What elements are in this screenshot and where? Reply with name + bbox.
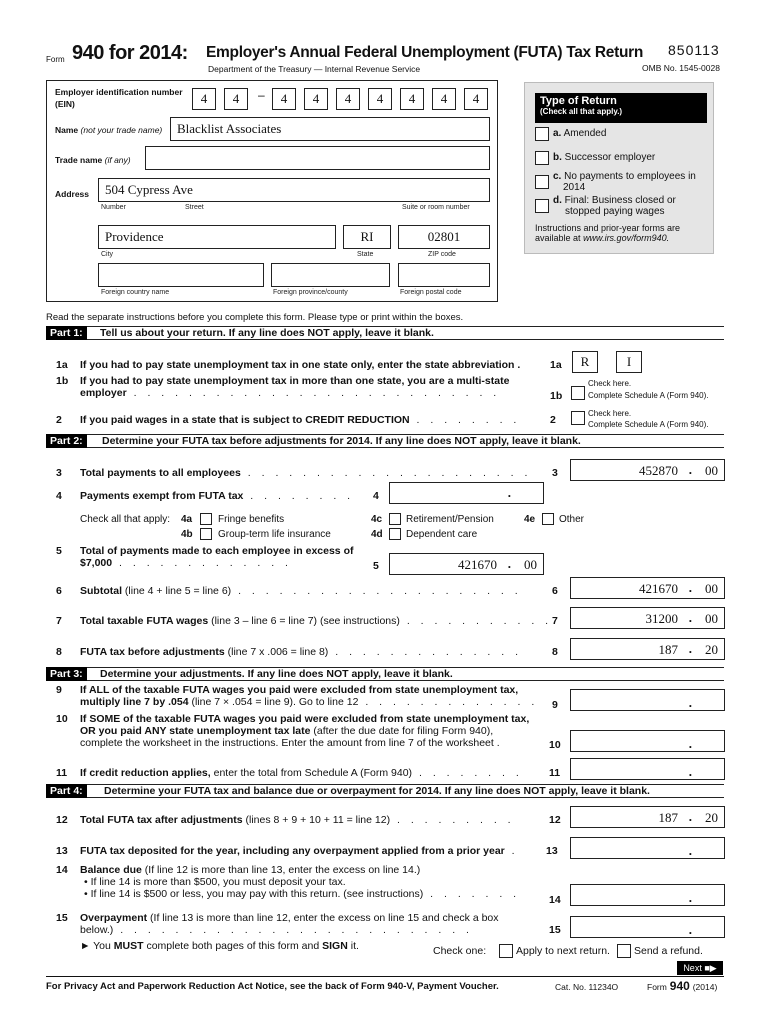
instr-available: available at [535, 233, 581, 243]
address-label: Address [55, 189, 90, 199]
part3-tag: Part 3: [46, 667, 87, 681]
zip-field[interactable]: 02801 [398, 225, 490, 249]
footer-form-word: Form [647, 982, 667, 992]
line-9-amount[interactable]: . [570, 689, 725, 711]
name-label [55, 125, 162, 135]
line-15-ref: 15 [549, 924, 561, 936]
line-8-num: 8 [56, 646, 62, 658]
line-2-text-main: If you paid wages in a state that is subject to CREDIT REDUCTION [80, 414, 410, 426]
line-3-num: 3 [56, 467, 62, 479]
d-text-2: stopped paying wages [565, 206, 665, 217]
line-14-bullet-1: • If line 14 is more than $500, you must deposit your tax. [84, 876, 346, 888]
b-text: Successor employer [564, 152, 656, 163]
line-8-text: FUTA tax before adjustments (line 7 x .006 = line 8) . . . . . . . . . . . . . . [80, 646, 522, 658]
no-payments-line1 [553, 171, 696, 182]
foreign-country-field[interactable] [98, 263, 264, 287]
line-5-text [80, 545, 353, 569]
city-field[interactable]: Providence [98, 225, 336, 249]
line-4b-checkbox[interactable] [200, 528, 212, 540]
ein-dash: – [258, 88, 265, 102]
d-text-1: Final: Business closed or [564, 195, 676, 206]
no-payments-label [553, 171, 696, 193]
line-1a-ref: 1a [550, 359, 562, 371]
line-7-dollars: 31200 [645, 611, 678, 626]
check-one-label: Check one: [433, 945, 487, 957]
part3-title: Determine your adjustments. If any line does NOT apply, leave it blank. [100, 668, 453, 680]
must-sign: SIGN [322, 940, 348, 952]
line-5-text-1: Total of payments made to each employee in excess of [80, 545, 354, 557]
d-letter: d. [553, 195, 562, 206]
line-1b-text [80, 375, 509, 399]
line-9-num: 9 [56, 684, 62, 696]
line-10-text-3: complete the worksheet in the instructions. Enter the amount from line 7 of the worksheet . [80, 737, 500, 749]
line-2-note: Complete Schedule A (Form 940). [588, 420, 709, 429]
form-word: Form [46, 55, 65, 64]
part2-title: Determine your FUTA tax before adjustments for 2014. If any line does NOT apply, leave it blank. [102, 435, 581, 447]
type-of-return-header [535, 93, 707, 123]
sub-foreign-country: Foreign country name [101, 289, 170, 296]
line-2-text: If you paid wages in a state that is subject to CREDIT REDUCTION . . . . . . . . [80, 414, 521, 426]
foreign-postal-field[interactable] [398, 263, 490, 287]
must-complete-note [80, 940, 359, 952]
line-7-bold: Total taxable FUTA wages [80, 615, 209, 627]
ein-label-line2: (EIN) [55, 99, 75, 109]
line-5-ref: 5 [373, 560, 379, 572]
line-1b-text-2: employer . . . . . . . . . . . . . . . . . . . . . . . . . . . [80, 387, 501, 399]
line-12-cents: 20 [705, 810, 718, 825]
line-8-amount[interactable]: 187 . 20 [570, 638, 725, 660]
line-4e-text: Other [559, 514, 585, 525]
privacy-notice: For Privacy Act and Paperwork Reduction Act Notice, see the back of Form 940-V, Payment Voucher. [46, 981, 499, 992]
amended-checkbox[interactable] [535, 127, 549, 141]
line-4a-text: Fringe benefits [218, 514, 285, 525]
line-1b-check-here: Check here. [588, 379, 632, 388]
line-4-ref: 4 [373, 490, 379, 502]
line-8-cents: 20 [705, 642, 718, 657]
line-4b-text: Group-term life insurance [218, 529, 331, 540]
line-13-amount[interactable]: . [570, 837, 725, 859]
ein-label-line1: Employer identification number [55, 87, 183, 97]
ein-digit-9[interactable]: 4 [464, 88, 488, 110]
apply-next-return-checkbox[interactable] [499, 944, 513, 958]
line-1b-employer: employer [80, 387, 127, 399]
line-7-amount[interactable]: 31200 . 00 [570, 607, 725, 629]
line-2-ref: 2 [550, 414, 556, 426]
line-10-text [80, 713, 529, 749]
part1-title: Tell us about your return. If any line does NOT apply, leave it blank. [100, 327, 434, 339]
line-1a-state-2[interactable]: I [616, 351, 642, 373]
line-10-ref: 10 [549, 739, 561, 751]
ein-digit-4[interactable]: 4 [304, 88, 328, 110]
line-9-bold: multiply line 7 by .054 [80, 696, 189, 708]
ein-label [55, 86, 183, 110]
line-8-bold: FUTA tax before adjustments [80, 646, 225, 658]
footer-rule [46, 976, 724, 977]
line-15-cont: below.) . . . . . . . . . . . . . . . . . . . . . . . . . . [80, 924, 473, 936]
line-2-check-here: Check here. [588, 409, 632, 418]
line-1b-text-1: If you had to pay state unemployment tax in more than one state, you are a multi-state [80, 375, 510, 387]
line-2-num: 2 [56, 414, 62, 426]
line-4d-num: 4d [371, 529, 383, 540]
line-11-rest: enter the total from Schedule A (Form 940) [213, 767, 413, 779]
line-1b-num: 1b [56, 375, 69, 387]
line-10-bold: OR you paid ANY state unemployment tax late [80, 725, 311, 737]
a-letter: a. [553, 128, 562, 139]
line-14-bullet-2: • If line 14 is $500 or less, you may pay with this return. (see instructions) [84, 888, 424, 900]
line-14-head [80, 864, 520, 876]
line-5-dollars: 421670 [458, 557, 497, 572]
line-5-cents: 00 [524, 557, 537, 572]
line-13-num: 13 [56, 845, 68, 857]
line-6-rest: (line 4 + line 5 = line 6) [124, 585, 232, 597]
form-number: 940 for 2014: [72, 42, 188, 64]
line-6-bold: Subtotal [80, 585, 122, 597]
ein-digit-1[interactable]: 4 [192, 88, 216, 110]
part1-tag: Part 1: [46, 326, 87, 340]
line-1b-ref: 1b [550, 390, 563, 402]
line-3-amount[interactable]: 452870 . 00 [570, 459, 725, 481]
line-13-ref: 13 [546, 845, 558, 857]
next-button[interactable] [677, 961, 723, 975]
must-pre: ► You [80, 940, 111, 952]
line-6-ref: 6 [552, 585, 558, 597]
amended-label [553, 128, 606, 139]
cat-number: Cat. No. 11234O [555, 982, 619, 992]
must-bold: MUST [113, 940, 144, 952]
line-3-label: Total payments to all employees [80, 467, 241, 479]
line-10-text-1: If SOME of the taxable FUTA wages you paid were excluded from state unemployment tax, [80, 713, 530, 725]
line-2-checkbox[interactable] [571, 411, 585, 425]
line-6-dollars: 421670 [639, 581, 678, 596]
final-line1 [553, 195, 676, 206]
line-6-cents: 00 [705, 581, 718, 596]
line-14-rest: (If line 12 is more than line 13, enter the excess on line 14.) [144, 864, 421, 876]
ein-digit-7[interactable]: 4 [400, 88, 424, 110]
no-payments-checkbox[interactable] [535, 175, 549, 189]
line-13-text: FUTA tax deposited for the year, including any overpayment applied from a prior year . [80, 845, 519, 857]
line-4-label: Payments exempt from FUTA tax [80, 490, 244, 502]
must-mid: complete both pages of this form and [146, 940, 320, 952]
final-label [553, 195, 676, 217]
c-letter: c. [553, 171, 562, 182]
next-label: Next ■▶ [683, 963, 717, 973]
footer-year: (2014) [692, 982, 718, 992]
line-15-num: 15 [56, 912, 68, 924]
line-3-text: Total payments to all employees . . . . . . . . . . . . . . . . . . . . . [80, 467, 532, 479]
line-8-ref: 8 [552, 646, 558, 658]
line-10-text-2 [80, 725, 529, 737]
line-15-rest: (If line 13 is more than line 12, enter the excess on line 15 and check a box [150, 912, 499, 924]
line-8-dollars: 187 [658, 642, 678, 657]
line-7-cents: 00 [705, 611, 718, 626]
read-instructions: Read the separate instructions before you complete this form. Please type or print within the boxes. [46, 312, 464, 323]
ein-digit-6[interactable]: 4 [368, 88, 392, 110]
part2-bar [46, 434, 724, 448]
line-7-text: Total taxable FUTA wages (line 3 – line 6 = line 7) (see instructions) . . . . . . . . . . . [80, 615, 553, 627]
name-label-note: (not your trade name) [80, 125, 163, 135]
line-4a-checkbox[interactable] [200, 513, 212, 525]
sub-city: City [101, 251, 114, 258]
footer-form-number: 940 [669, 979, 690, 993]
line-12-amount[interactable]: 187 . 20 [570, 806, 725, 828]
part2-tag: Part 2: [46, 434, 87, 448]
line-1a-text: If you had to pay state unemployment tax in one state only, enter the state abbreviation . [80, 359, 521, 371]
line-11-amount[interactable]: . [570, 758, 725, 780]
line-6-amount[interactable]: 421670 . 00 [570, 577, 725, 599]
footer-form-id [647, 979, 717, 993]
final-checkbox[interactable] [535, 199, 549, 213]
successor-checkbox[interactable] [535, 151, 549, 165]
b-letter: b. [553, 152, 562, 163]
sub-street: Street [185, 204, 204, 211]
line-5-7000: $7,000 [80, 557, 113, 569]
line-4-num: 4 [56, 490, 62, 502]
line-6-text: Subtotal (line 4 + line 5 = line 6) . . . . . . . . . . . . . . . . . . . . . [80, 585, 522, 597]
line-13-label: FUTA tax deposited for the year, including any overpayment applied from a prior year [80, 845, 505, 857]
sub-foreign-province: Foreign province/county [273, 289, 348, 296]
line-4a-num: 4a [181, 514, 193, 525]
line-5-amount[interactable]: 421670 . 00 [389, 553, 544, 575]
line-3-ref: 3 [552, 467, 558, 479]
ein-digit-2[interactable]: 4 [224, 88, 248, 110]
line-3-cents: 00 [705, 463, 718, 478]
line-4c-num: 4c [371, 514, 383, 525]
line-1b-note: Complete Schedule A (Form 940). [588, 391, 709, 400]
line-15-amount[interactable]: . [570, 916, 725, 938]
line-11-text: If credit reduction applies, enter the total from Schedule A (Form 940) . . . . . . . . [80, 767, 523, 779]
line-12-dollars: 187 [658, 810, 678, 825]
part4-tag: Part 4: [46, 784, 87, 798]
line-12-rest: (lines 8 + 9 + 10 + 11 = line 12) [245, 814, 391, 826]
line-11-ref: 11 [549, 767, 561, 779]
line-12-text: Total FUTA tax after adjustments (lines 8 + 9 + 10 + 11 = line 12) . . . . . . . . . [80, 814, 515, 826]
line-7-rest: (line 3 – line 6 = line 7) (see instructions) [211, 615, 400, 627]
form-header [46, 42, 726, 78]
line-5-num: 5 [56, 545, 62, 557]
type-of-return-title: Type of Return [540, 95, 617, 107]
line-4b-num: 4b [181, 529, 193, 540]
trade-name-label-note: (if any) [104, 155, 131, 165]
instr-line1: Instructions and prior-year forms are [535, 223, 681, 233]
line-9-ref: 9 [552, 699, 558, 711]
line-12-ref: 12 [549, 814, 561, 826]
line-4-text: Payments exempt from FUTA tax . . . . . . . . [80, 490, 355, 502]
line-11-num: 11 [56, 767, 68, 779]
line-4c-text: Retirement/Pension [406, 514, 494, 525]
send-refund-label: Send a refund. [634, 945, 703, 957]
part4-title: Determine your FUTA tax and balance due or overpayment for 2014. If any line does NOT apply, leave it blank. [104, 785, 650, 797]
line-4c-checkbox[interactable] [389, 513, 401, 525]
line-15-below: below.) [80, 924, 114, 936]
street-field[interactable]: 504 Cypress Ave [98, 178, 490, 202]
line-10-amount[interactable]: . [570, 730, 725, 752]
type-of-return-box [524, 82, 714, 254]
a-text: Amended [563, 128, 607, 139]
line-9-text [80, 684, 538, 708]
check-all-label: Check all that apply: [80, 514, 171, 525]
name-field[interactable]: Blacklist Associates [170, 117, 490, 141]
line-10-rest: (after the due date for filing Form 940), [313, 725, 494, 737]
sub-foreign-postal: Foreign postal code [400, 289, 462, 296]
instr-line2 [535, 233, 680, 243]
line-15-bold: Overpayment [80, 912, 148, 924]
line-14-ref: 14 [549, 894, 561, 906]
part3-bar [46, 667, 724, 681]
ein-digit-3[interactable]: 4 [272, 88, 296, 110]
line-7-ref: 7 [552, 615, 558, 627]
line-4e-checkbox[interactable] [542, 513, 554, 525]
type-of-return-subtitle: (Check all that apply.) [540, 107, 623, 116]
line-14-num: 14 [56, 864, 68, 876]
sub-zip: ZIP code [428, 251, 456, 258]
state-field[interactable]: RI [343, 225, 391, 249]
line-12-bold: Total FUTA tax after adjustments [80, 814, 243, 826]
line-14-bold: Balance due [80, 864, 142, 876]
line-14-text [80, 864, 520, 900]
line-14-amount[interactable]: . [570, 884, 725, 906]
part1-bar [46, 326, 724, 340]
c-text-1: No payments to employees in [564, 171, 696, 182]
line-15-text [80, 912, 499, 936]
trade-name-label-text: Trade name [55, 155, 103, 165]
line-1a-state-1[interactable]: R [572, 351, 598, 373]
sub-number: Number [101, 204, 126, 211]
apply-next-return-label: Apply to next return. [516, 945, 610, 957]
must-end: it. [350, 940, 359, 952]
foreign-province-field[interactable] [271, 263, 390, 287]
instr-url[interactable]: www.irs.gov/form940. [583, 233, 670, 243]
line-11-bold: If credit reduction applies, [80, 767, 211, 779]
form-title: Employer's Annual Federal Unemployment (FUTA) Tax Return [206, 44, 644, 61]
line-9-rest: (line 7 × .054 = line 9). Go to line 12 [191, 696, 359, 708]
line-6-num: 6 [56, 585, 62, 597]
line-9-text-1: If ALL of the taxable FUTA wages you paid were excluded from state unemployment tax, [80, 684, 519, 696]
line-15-head [80, 912, 499, 924]
line-1a-num: 1a [56, 359, 68, 371]
omb-number: OMB No. 1545-0028 [642, 63, 720, 73]
line-14-bullet-2-row: • If line 14 is $500 or less, you may pay with this return. (see instructions) . . . . . . . [84, 888, 521, 900]
line-4d-checkbox[interactable] [389, 528, 401, 540]
line-7-num: 7 [56, 615, 62, 627]
line-5-text-2: $7,000 . . . . . . . . . . . . . [80, 557, 292, 569]
ein-digit-5[interactable]: 4 [336, 88, 360, 110]
line-4e-num: 4e [524, 514, 536, 525]
c-text-2: 2014 [563, 182, 586, 193]
department: Department of the Treasury — Internal Revenue Service [208, 64, 421, 74]
form-code: 850113 [668, 42, 720, 58]
line-9-text-2: multiply line 7 by .054 (line 7 × .054 = line 9). Go to line 12 . . . . . . . . . . . . . [80, 696, 539, 708]
line-1b-checkbox[interactable] [571, 386, 585, 400]
successor-label [553, 152, 655, 163]
instructions-note [535, 223, 680, 243]
name-label-text: Name [55, 125, 79, 135]
line-4-amount[interactable]: . [389, 482, 544, 504]
ein-digit-8[interactable]: 4 [432, 88, 456, 110]
sub-state: State [357, 251, 374, 258]
part4-bar [46, 784, 724, 798]
trade-name-label [55, 155, 131, 165]
line-3-dollars: 452870 [639, 463, 678, 478]
send-refund-checkbox[interactable] [617, 944, 631, 958]
line-12-num: 12 [56, 814, 68, 826]
line-4d-text: Dependent care [406, 529, 478, 540]
line-8-rest: (line 7 x .006 = line 8) [227, 646, 329, 658]
trade-name-field[interactable] [145, 146, 490, 170]
sub-suite: Suite or room number [402, 204, 470, 211]
line-10-num: 10 [56, 713, 68, 725]
